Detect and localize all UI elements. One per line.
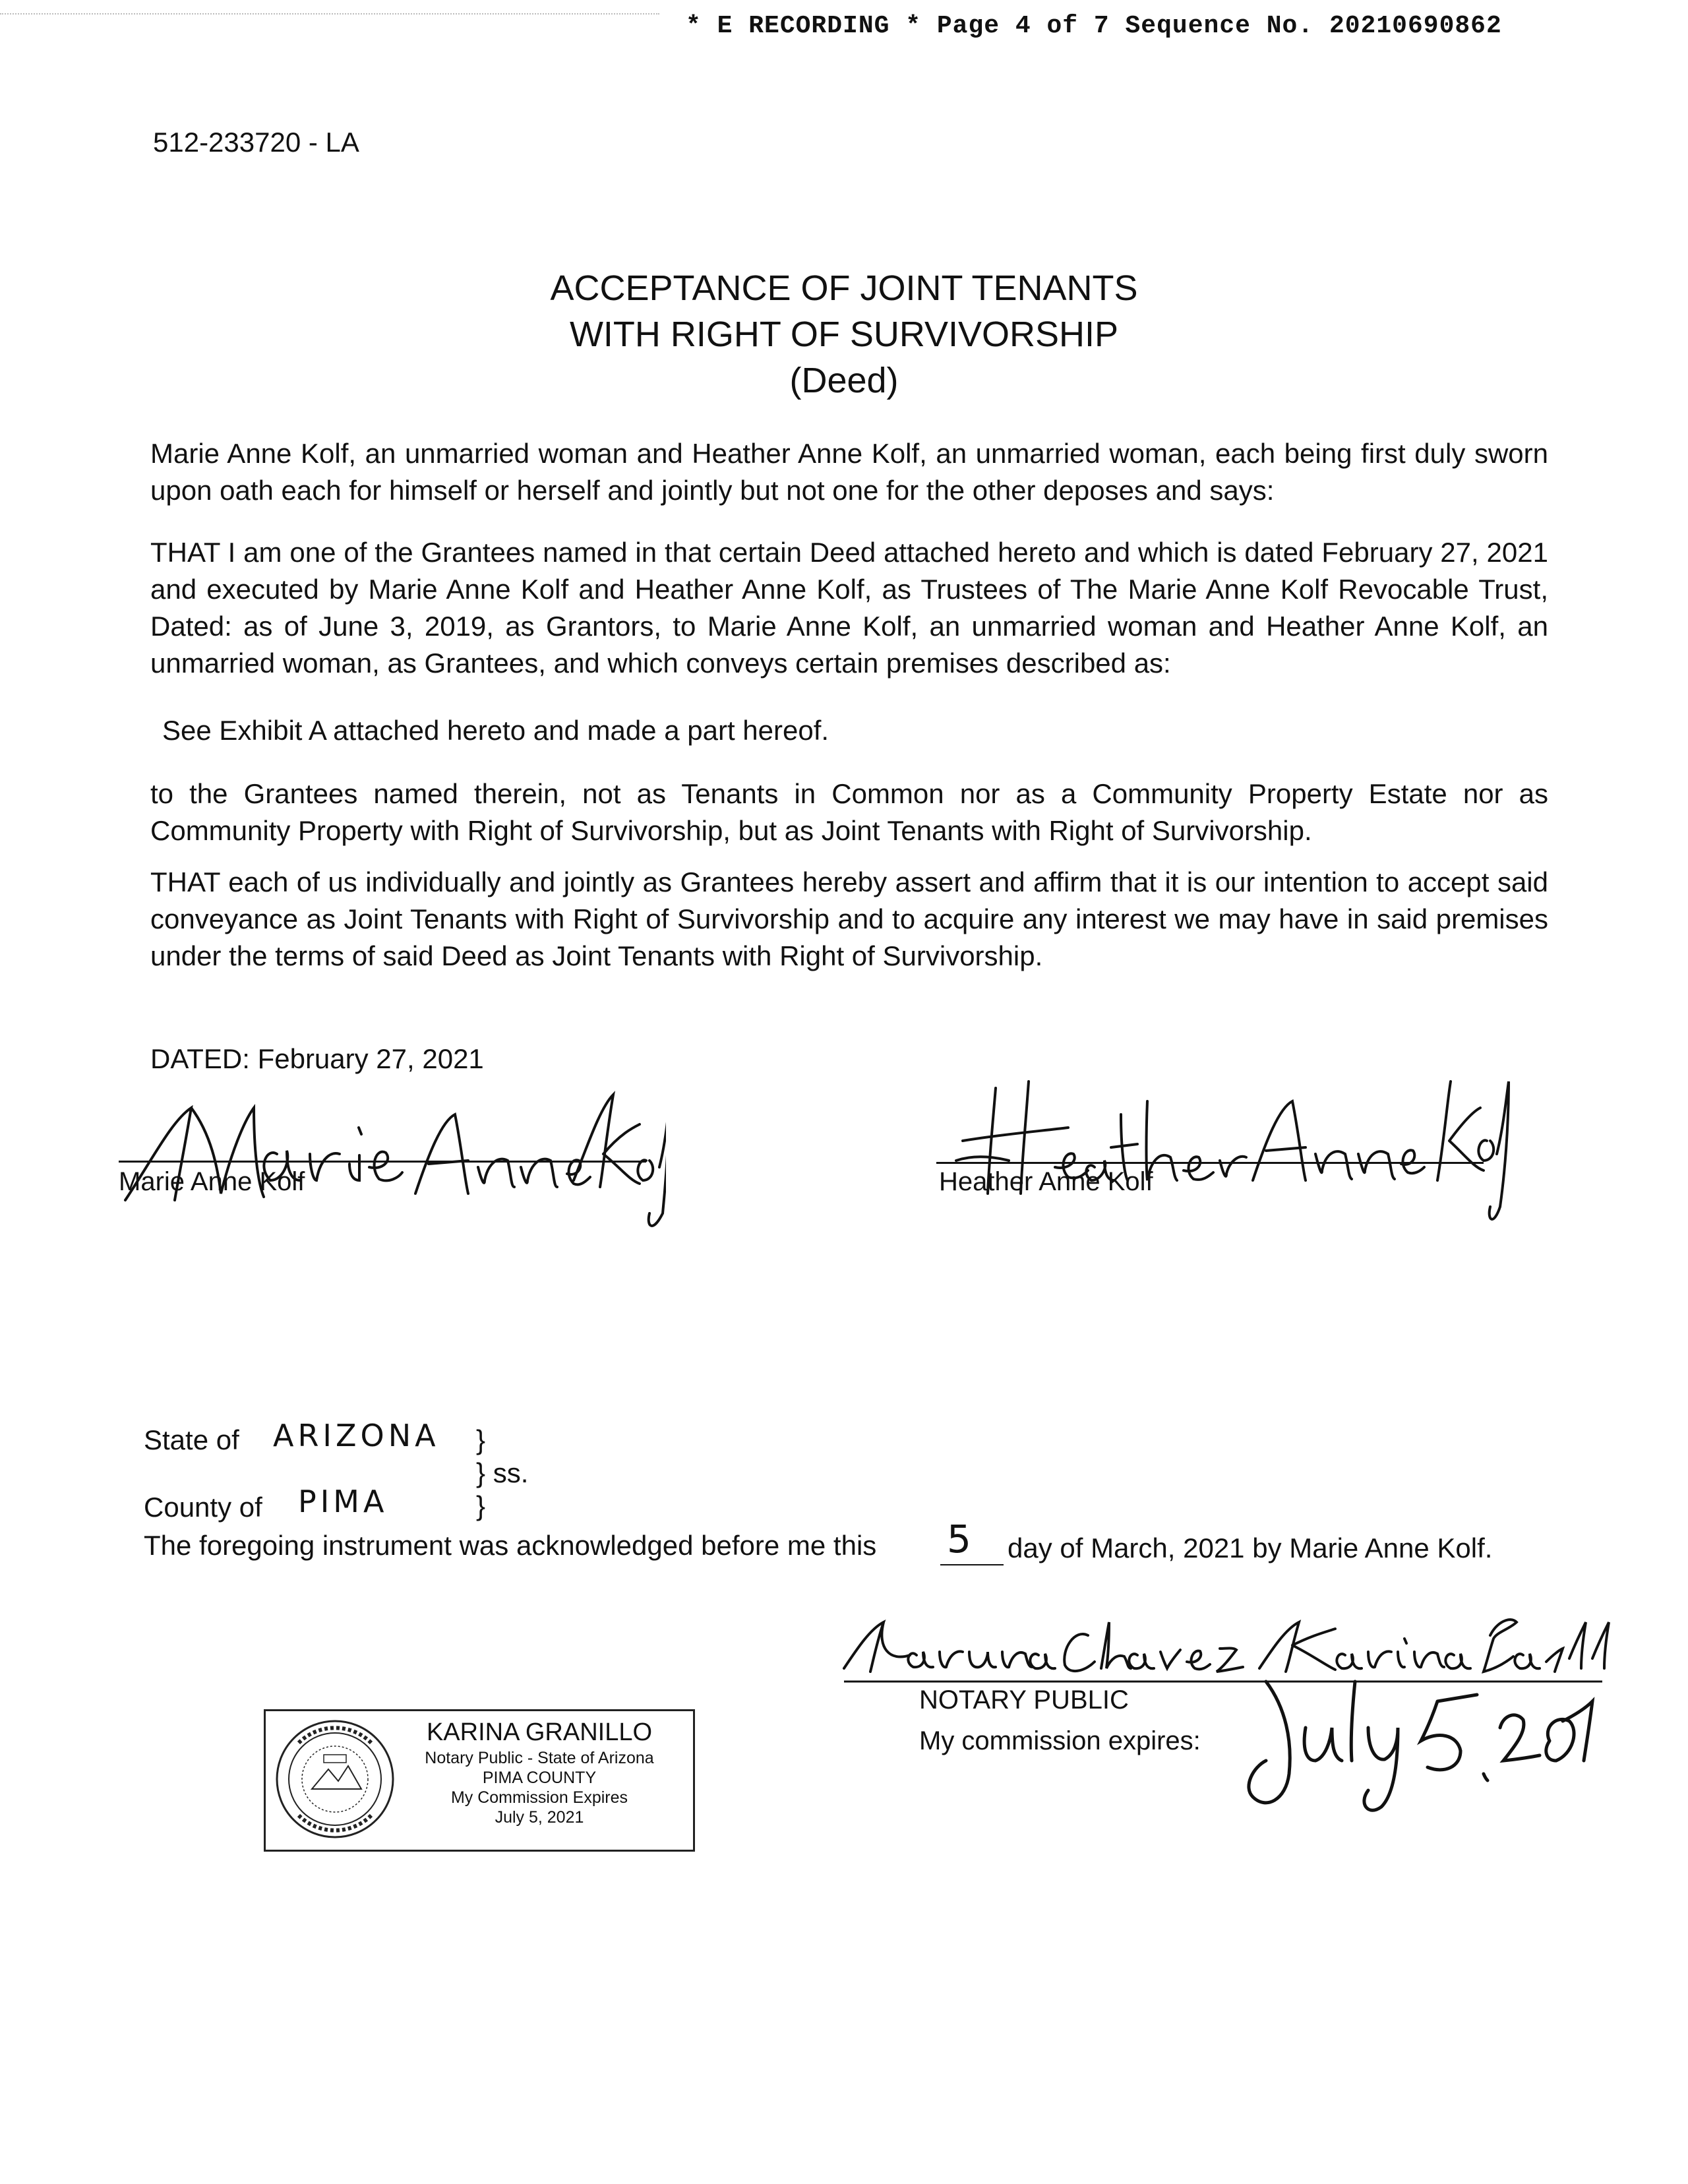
brace-1: }	[476, 1424, 486, 1455]
signature-heather-anne-kolf	[936, 1062, 1517, 1233]
paragraph-deed-description: THAT I am one of the Grantees named in that certain Deed attached hereto and which is dated February 27, 2021 and executed by Marie Anne Kolf and Heather Anne Kolf, as Trustees of The Marie Anne Kolf Revocable Trust, Dated: as of June 3, 2019, as Grantors, to Marie Anne Kolf, an unmarried woman and Heather Anne Kolf, an unmarried woman, as Grantees, and which conveys certain premises described as:	[150, 537, 1548, 679]
stamp-line-3: My Commission Expires	[450, 1788, 628, 1807]
title-line-1: ACCEPTANCE OF JOINT TENANTS	[550, 268, 1138, 308]
county-value: PIMA	[298, 1484, 388, 1519]
stamp-notary-name: KARINA GRANILLO	[426, 1718, 653, 1746]
title-line-3: (Deed)	[789, 361, 899, 400]
paragraph-deponents: Marie Anne Kolf, an unmarried woman and Heather Anne Kolf, an unmarried woman, each being first duly sworn upon oath each for himself or herself and jointly but not one for the other deposes and says:	[150, 438, 1548, 506]
arizona-seal-icon	[272, 1716, 398, 1842]
stamp-line-1: Notary Public - State of Arizona	[425, 1749, 654, 1767]
notary-stamp	[264, 1709, 695, 1852]
acknowledgment-end: day of March, 2021 by Marie Anne Kolf.	[1008, 1532, 1493, 1563]
signer-name-1: Marie Anne Kolf	[119, 1167, 305, 1196]
recording-header: * E RECORDING * Page 4 of 7 Sequence No. 20210690862	[686, 12, 1502, 40]
signature-marie-anne-kolf	[112, 1081, 666, 1233]
brace-3: }	[476, 1490, 486, 1521]
state-label: State of	[144, 1424, 239, 1455]
exhibit-line: See Exhibit A attached hereto and made a part hereof.	[162, 715, 829, 746]
acknowledgment-start: The foregoing instrument was acknowledged before me this	[144, 1530, 877, 1561]
county-label: County of	[144, 1492, 262, 1523]
file-number: 512-233720 - LA	[153, 127, 359, 158]
state-value: ARIZONA	[273, 1418, 440, 1453]
paragraph-intention: THAT each of us individually and jointly as Grantees hereby assert and affirm that it is our intention to accept said conveyance as Joint Tenants with Right of Survivorship and to acquire any interest we may have in said premises under the terms of said Deed as Joint Tenants with Right of Survivorship.	[150, 866, 1548, 971]
paragraph-grantees: to the Grantees named therein, not as Tenants in Common nor as a Community Property Estate nor as Community Property with Right of Survivorship, but as Joint Tenants with Right of Survivorship.	[150, 778, 1548, 846]
scan-artifact-line	[0, 13, 659, 15]
signer-name-2: Heather Anne Kolf	[939, 1167, 1153, 1196]
brace-ss: } ss.	[476, 1457, 529, 1488]
commission-date-handwritten	[1240, 1668, 1596, 1820]
stamp-line-4: July 5, 2021	[495, 1808, 584, 1827]
acknowledgment-day: 5	[947, 1517, 975, 1562]
commission-label: My commission expires:	[919, 1726, 1201, 1755]
stamp-line-2: PIMA COUNTY	[482, 1769, 597, 1787]
notary-title: NOTARY PUBLIC	[919, 1685, 1129, 1714]
signature-line-2	[936, 1162, 1484, 1164]
signature-line-1	[119, 1161, 646, 1163]
title-line-2: WITH RIGHT OF SURVIVORSHIP	[569, 315, 1119, 354]
dated-line: DATED: February 27, 2021	[150, 1043, 484, 1074]
